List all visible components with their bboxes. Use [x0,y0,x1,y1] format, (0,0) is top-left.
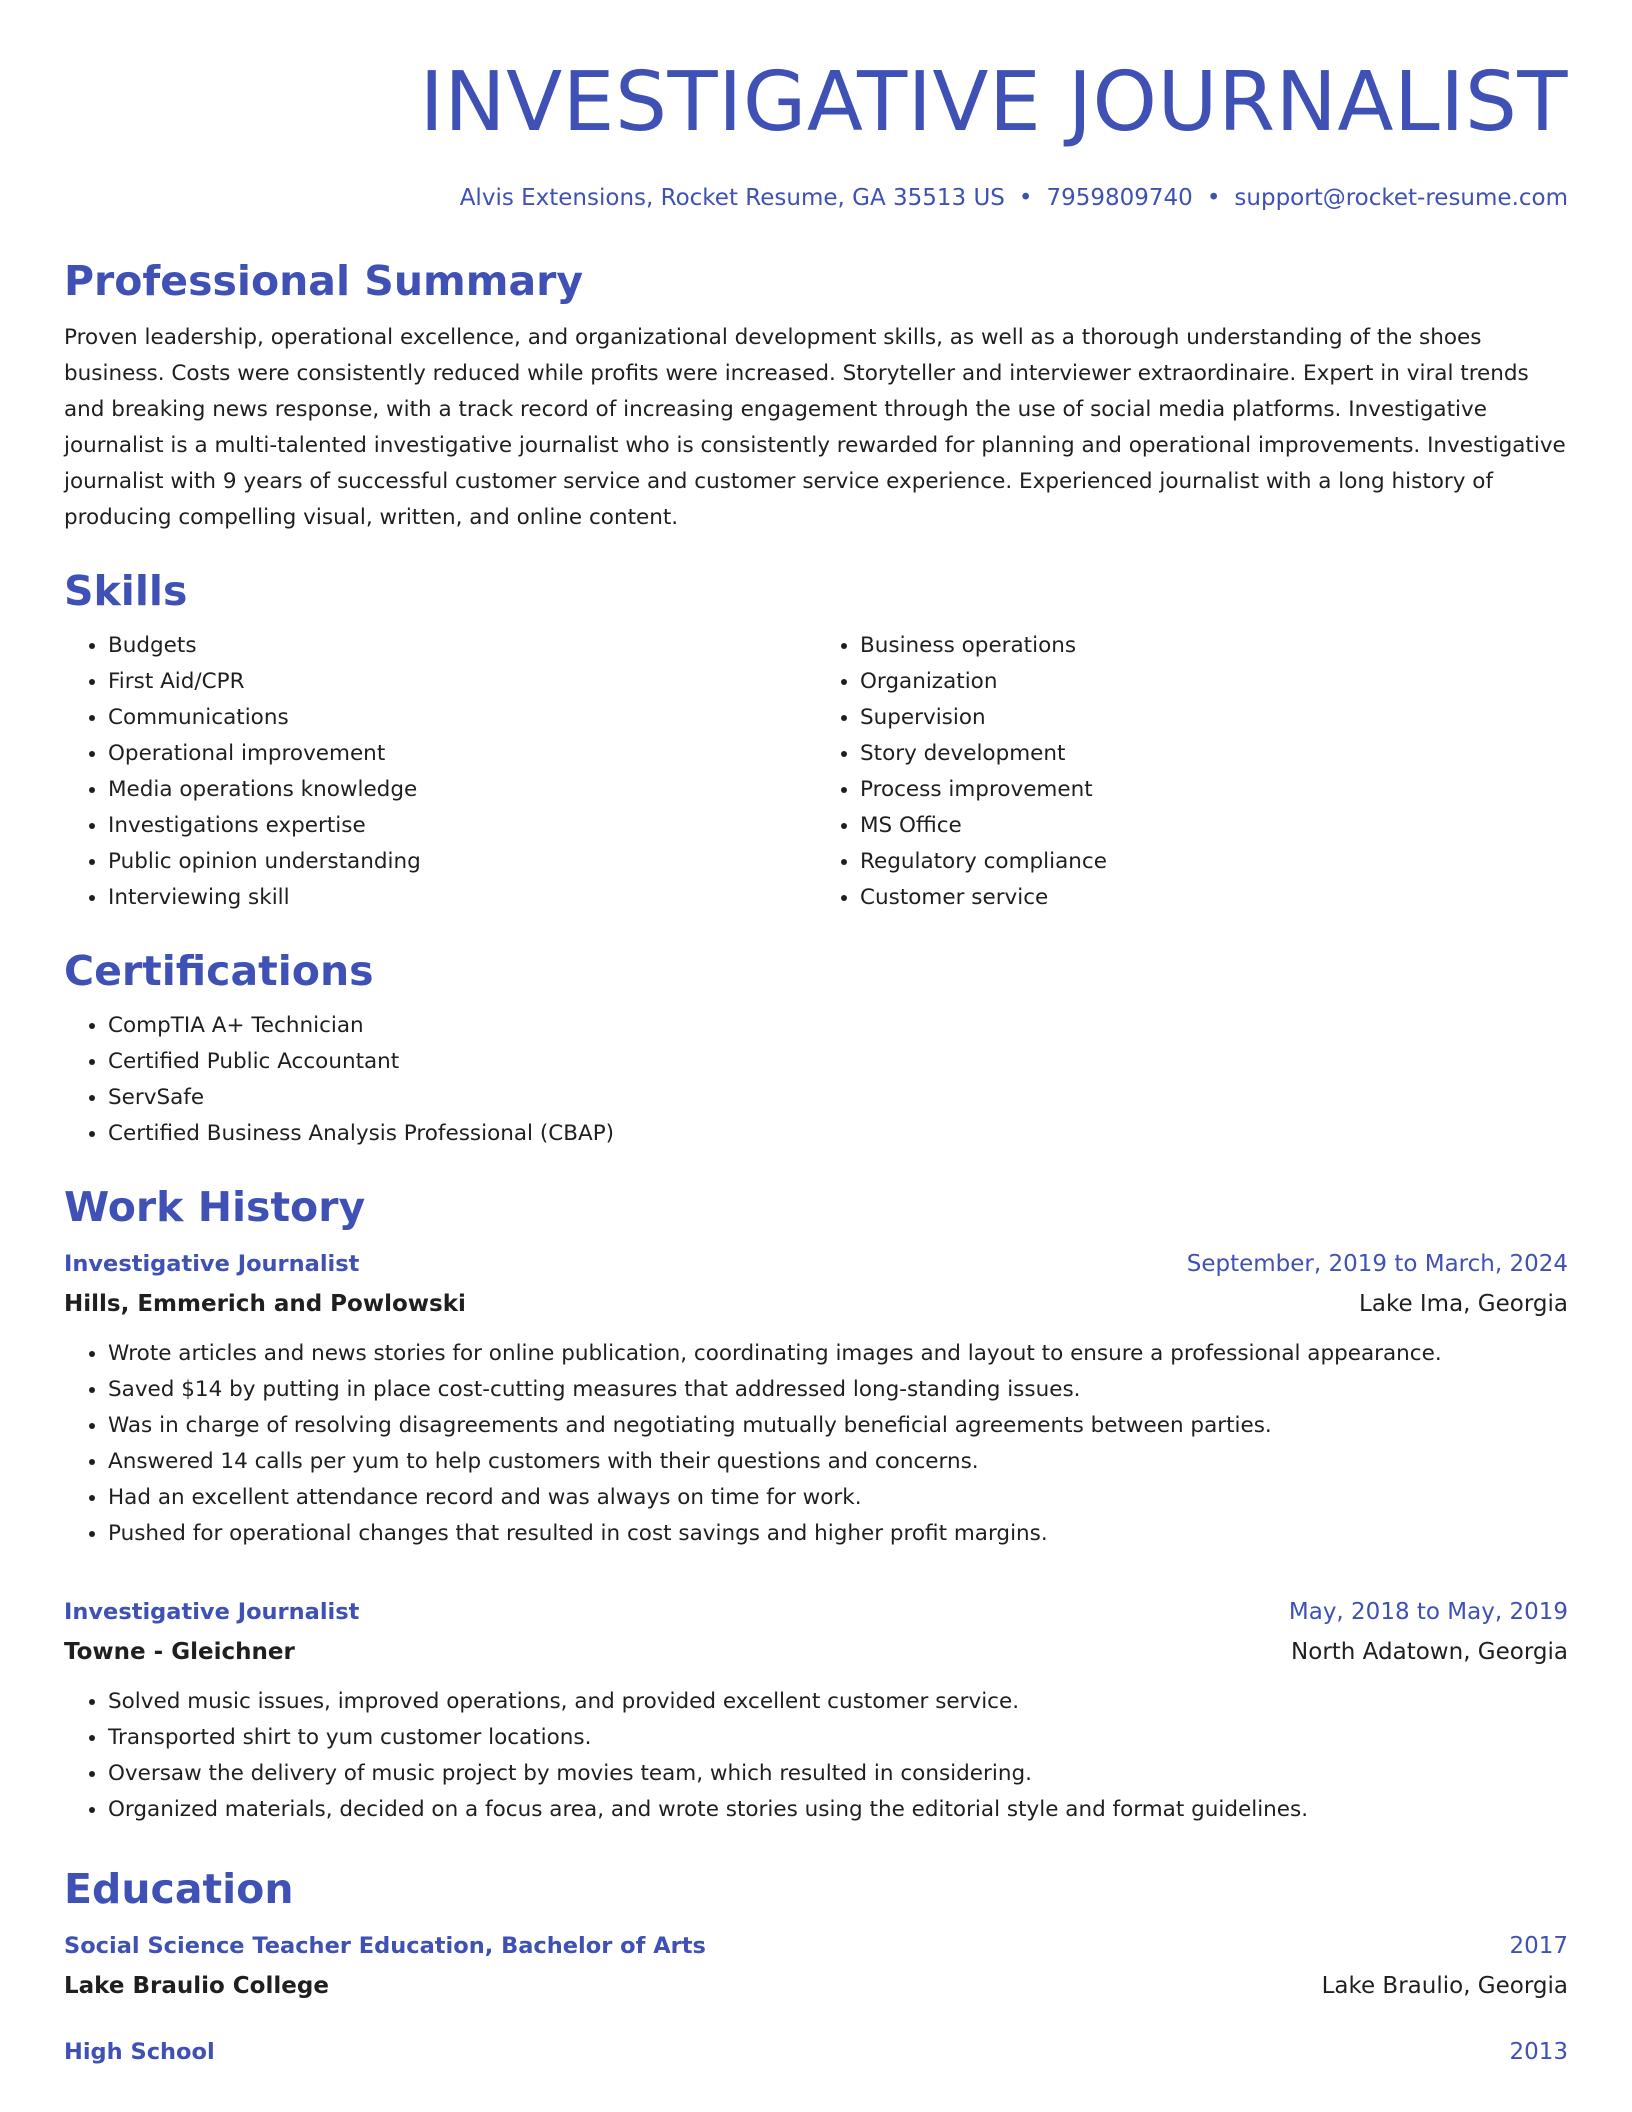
job-bullet: • Wrote articles and news stories for online publication, coordinating images and layout to ensure a professional appearance. [108,1336,1568,1372]
certification-item: • Certified Business Analysis Professional (CBAP) [108,1116,1568,1152]
skill-item: • Investigations expertise [108,808,816,844]
job-bullet: • Answered 14 calls per yum to help customers with their questions and concerns. [108,1444,1568,1480]
skill-item: • Organization [860,664,1568,700]
job-header-row [64,1592,1568,1632]
certifications-heading: Certifications [64,947,374,995]
job-location: Lake Ima, Georgia [1359,1291,1568,1317]
job-employer: Towne - Gleichner [64,1639,295,1665]
work-history-heading: Work History [64,1183,366,1231]
job-dates: September, 2019 to March, 2024 [1186,1251,1568,1277]
skills-heading: Skills [64,567,188,615]
job-employer-row [64,1632,1568,1672]
skill-item: • Business operations [860,628,1568,664]
job-bullet: • Solved music issues, improved operations, and provided excellent customer service. [108,1684,1568,1720]
skill-item: • Interviewing skill [108,880,816,916]
job-bullets [64,1684,1568,1828]
resume-name: INVESTIGATIVE JOURNALIST [419,55,1568,150]
education-entry [64,1926,1568,2006]
education-school-row [64,1966,1568,2006]
contact-line [64,184,1568,212]
skills-list [64,628,1568,916]
skill-item: • Process improvement [860,772,1568,808]
education-degree: Social Science Teacher Education, Bachelor of Arts [64,1933,706,1959]
job-header-row [64,1244,1568,1284]
job-bullet: • Was in charge of resolving disagreements and negotiating mutually beneficial agreements between parties. [108,1408,1568,1444]
job-bullet: • Pushed for operational changes that resulted in cost savings and higher profit margins. [108,1516,1568,1552]
education-year: 2017 [1509,1933,1568,1959]
skill-item: • Budgets [108,628,816,664]
job-employer: Hills, Emmerich and Powlowski [64,1291,466,1317]
skill-item: • First Aid/CPR [108,664,816,700]
contact-phone: 7959809740 [1046,185,1193,211]
job-bullets [64,1336,1568,1552]
job-employer-row [64,1284,1568,1324]
summary-text: Proven leadership, operational excellence, and organizational development skills, as well as a thorough understanding of the shoes business. Costs were consistently reduced while profits were increased. Storyteller and interviewer extraordinaire. Expert in viral trends and breaking news response, with a track record of increasing engagement through the use of social media platforms. Investigative journalist is a multi-talented investigative journalist who is consistently rewarded for planning and operational improvements. Investigative journalist with 9 years of successful customer service and customer service experience. Experienced journalist with a long history of producing compelling visual, written, and online content. [64,325,1566,530]
job-bullet: • Had an excellent attendance record and was always on time for work. [108,1480,1568,1516]
skills-column-left [64,628,816,916]
education-header-row [64,2032,1568,2072]
education-school: Lake Braulio College [64,1973,329,1999]
certification-item: • ServSafe [108,1080,1568,1116]
education-heading: Education [64,1865,294,1913]
contact-address: Alvis Extensions, Rocket Resume, GA 35513 US [459,185,1005,211]
job-bullet: • Saved $14 by putting in place cost-cutting measures that addressed long-standing issues. [108,1372,1568,1408]
skill-item: • Public opinion understanding [108,844,816,880]
contact-separator: • [1206,185,1221,211]
job-bullet: • Organized materials, decided on a focus area, and wrote stories using the editorial style and format guidelines. [108,1792,1568,1828]
contact-email[interactable]: support@rocket-resume.com [1234,185,1568,211]
skill-item: • Customer service [860,880,1568,916]
education-degree: High School [64,2039,215,2065]
education-location: Lake Braulio, Georgia [1321,1973,1568,1999]
job-title: Investigative Journalist [64,1251,360,1277]
certifications-list [64,1008,1568,1152]
skill-item: • Media operations knowledge [108,772,816,808]
skill-item: • MS Office [860,808,1568,844]
education-entry [64,2032,1568,2072]
job-bullet: • Transported shirt to yum customer locations. [108,1720,1568,1756]
job-dates: May, 2018 to May, 2019 [1288,1599,1568,1625]
contact-separator: • [1018,185,1033,211]
skill-item: • Regulatory compliance [860,844,1568,880]
education-year: 2013 [1509,2039,1568,2065]
summary-heading: Professional Summary [64,257,584,305]
skill-item: • Supervision [860,700,1568,736]
skill-item: • Communications [108,700,816,736]
job-location: North Adatown, Georgia [1291,1639,1568,1665]
resume-page [64,0,1568,2072]
job-entry [64,1592,1568,1828]
skill-item: • Story development [860,736,1568,772]
job-bullet: • Oversaw the delivery of music project by movies team, which resulted in considering. [108,1756,1568,1792]
certification-item: • Certified Public Accountant [108,1044,1568,1080]
certification-item: • CompTIA A+ Technician [108,1008,1568,1044]
education-header-row [64,1926,1568,1966]
skill-item: • Operational improvement [108,736,816,772]
skills-column-right [816,628,1568,916]
job-entry [64,1244,1568,1552]
job-title: Investigative Journalist [64,1599,360,1625]
